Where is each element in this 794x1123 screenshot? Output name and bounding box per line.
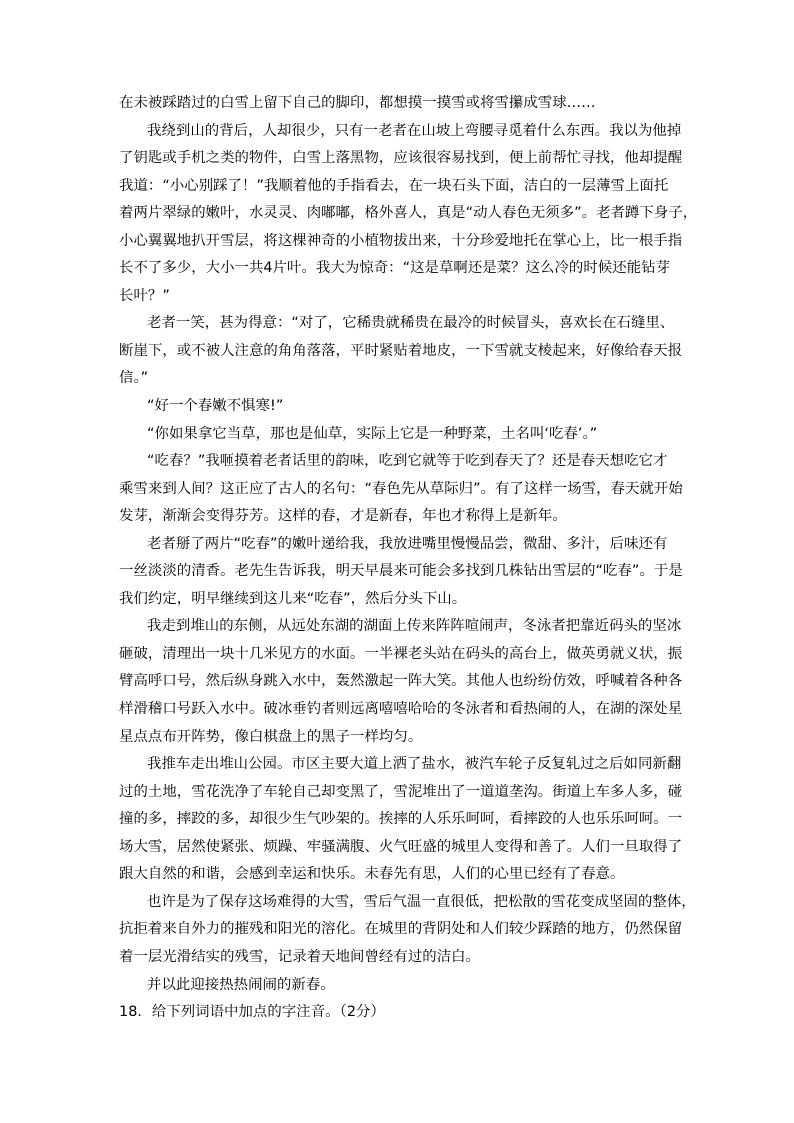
question-18: 18．给下列词语中加点的字注音。（2分） (119, 1004, 385, 1021)
text-line: 我绕到山的背后，人却很少，只有一老者在山坡上弯腰寻觅着什么东西。我以为他掉 (147, 122, 682, 139)
text-line: 星点点布开阵势，像白棋盘上的黑子一样均匀。 (119, 728, 423, 745)
text-line: 长不了多少，大小一共4片叶。我大为惊奇：“这是草啊还是菜？这么冷的时候还能钻芽 (119, 260, 671, 277)
text-line: 我们约定，明早继续到这儿来“吃春”，然后分头下山。 (119, 590, 467, 607)
text-line: 也许是为了保存这场难得的大雪，雪后气温一直很低，把松散的雪花变成坚固的整体， (147, 893, 696, 910)
text-line: 场大雪，居然使紧张、烦躁、牢骚满腹、火气旺盛的城里人变得和善了。人们一旦取得了 (119, 838, 683, 855)
text-line: “吃春？”我咂摸着老者话里的韵味，吃到它就等于吃到春天了？还是春天想吃它才 (147, 453, 668, 470)
text-line: 着两片翠绿的嫩叶，水灵灵、肉嘟嘟，格外喜人，真是“动人春色无须多”。老者蹲下身子， (119, 205, 698, 222)
text-line: 老者掰了两片“吃春”的嫩叶递给我，我放进嘴里慢慢品尝，微甜、多汁，后味还有 (147, 535, 668, 552)
text-line: 一丝淡淡的清香。老先生告诉我，明天早晨来可能会多找到几株钻出雪层的“吃春”。于是 (119, 563, 683, 580)
text-line: “你如果拿它当草，那也是仙草，实际上它是一种野菜，土名叫‘吃春’。” (147, 425, 598, 442)
text-line: 乘雪来到人间？这正应了古人的名句：“春色先从草际归”。有了这样一场雪，春天就开始 (119, 480, 683, 497)
text-line: 过的土地，雪花洗净了车轮自己却变黑了，雪泥堆出了一道道垄沟。街道上车多人多，碰 (119, 783, 683, 800)
text-line: 并以此迎接热热闹闹的新春。 (147, 976, 335, 993)
text-line: 样滑稽口号跃入水中。破冰垂钓者则远离嘻嘻哈哈的冬泳者和看热闹的人，在湖的深处星 (119, 701, 683, 718)
text-line: 臂高呼口号，然后纵身跳入水中，轰然激起一阵大笑。其他人也纷纷仿效，呼喊着各种各 (119, 673, 683, 690)
text-line: 小心翼翼地扒开雪层，将这棵神奇的小植物拔出来，十分珍爱地托在掌心上，比一根手指 (119, 232, 683, 249)
text-line: 长叶？” (119, 287, 170, 304)
text-line: 撞的多，摔跤的多，却很少生气吵架的。挨摔的人乐乐呵呵，看摔跤的人也乐乐呵呵。一 (119, 811, 683, 828)
text-line: “好一个春嫩不惧寒!” (147, 398, 284, 415)
text-line: 我道：“小心别踩了！”我顺着他的手指看去，在一块石头下面，洁白的一层薄雪上面托 (119, 177, 669, 194)
text-line: 着一层光滑结实的残雪，记录着天地间曾经有过的洁白。 (119, 948, 481, 965)
document-body (119, 93, 699, 1030)
text-line: 断崖下，或不被人注意的角角落落，平时紧贴着地皮，一下雪就支棱起来，好像给春天报 (119, 342, 683, 359)
text-line: 跟大自然的和谐，会感到幸运和快乐。未春先有思，人们的心里已经有了春意。 (119, 866, 625, 883)
text-line: 砸破，清理出一块十几米见方的水面。一半裸老头站在码头的高台上，做英勇就义状，振 (119, 645, 683, 662)
text-line: 了钥匙或手机之类的物件，白雪上落黑物，应该很容易找到，便上前帮忙寻找，他却提醒 (119, 150, 683, 167)
text-line: 在未被踩踏过的白雪上留下自己的脚印，都想摸一摸雪或将雪攥成雪球…… (119, 95, 596, 111)
text-line: 我走到堆山的东侧，从远处东湖的湖面上传来阵阵喧闹声，冬泳者把靠近码头的坚冰 (147, 618, 682, 635)
text-line: 信。” (119, 370, 149, 387)
text-line: 抗拒着来自外力的摧残和阳光的溶化。在城里的背阴处和人们较少踩踏的地方，仍然保留 (119, 921, 683, 938)
text-line: 老者一笑，甚为得意：“对了，它稀贵就稀贵在最冷的时候冒头，喜欢长在石缝里、 (147, 315, 675, 332)
text-line: 发芽，渐渐会变得芬芳。这样的春，才是新春，年也才称得上是新年。 (119, 508, 567, 525)
text-line: 我推车走出堆山公园。市区主要大道上洒了盐水，被汽车轮子反复轧过之后如同新翻 (147, 756, 682, 773)
